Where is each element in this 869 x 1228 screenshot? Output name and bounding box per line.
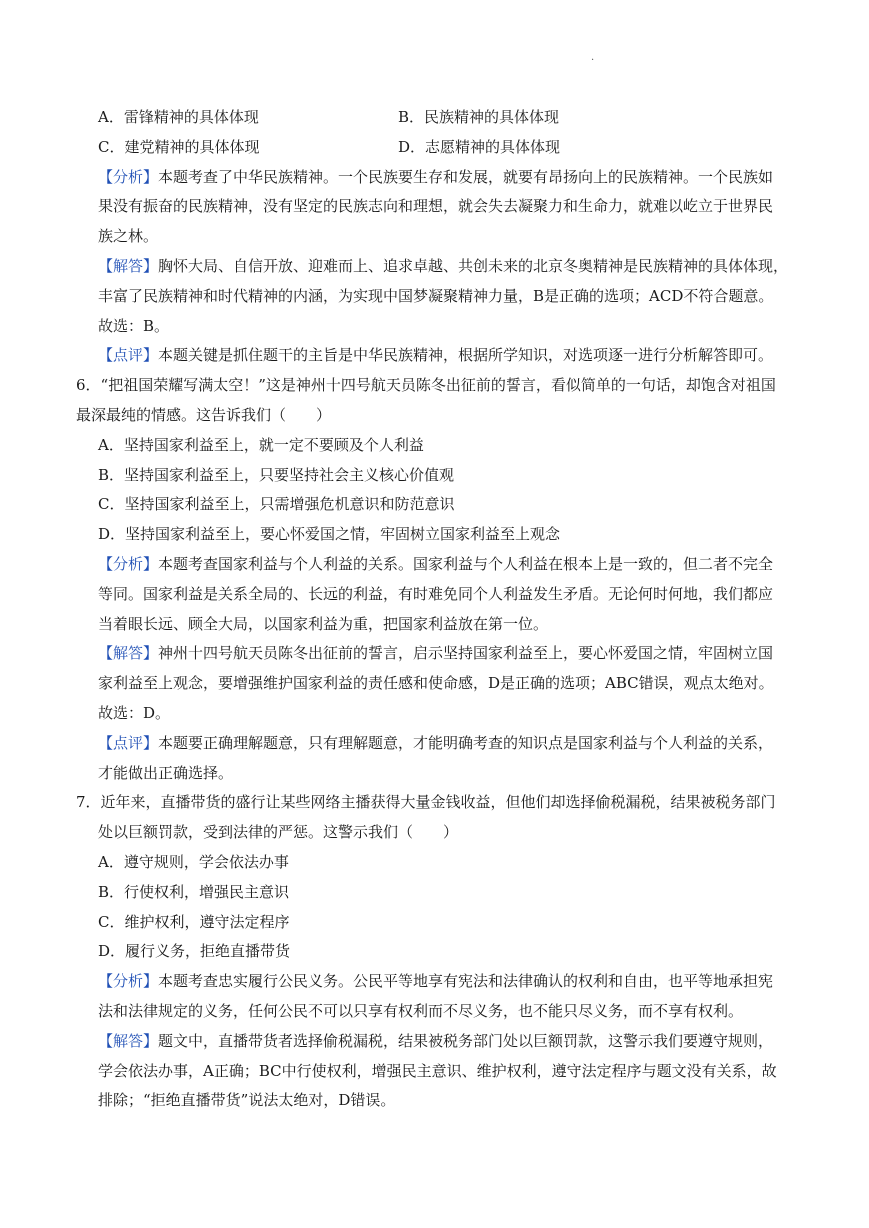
- q5-option-c: C．建党精神的具体体现: [98, 137, 260, 156]
- q7-option-a: A．遵守规则，学会依法办事: [98, 852, 289, 871]
- q6-stem: 6．“把祖国荣耀写满太空！”这是神州十四号航天员陈冬出征前的誓言，看似简单的一句话，却饱含对祖国: [76, 376, 776, 395]
- q7-answer-line: 学会依法办事，A正确；BC中行使权利，增强民主意识、维护权利，遵守法定程序与题文没有关系，故: [98, 1061, 777, 1080]
- q6-analysis-line: 当着眼长远、顾全大局，以国家利益为重，把国家利益放在第一位。: [98, 614, 549, 633]
- comment-text: 本题关键是抓住题干的主旨是中华民族精神，根据所学知识，对选项逐一进行分析解答即可。: [158, 346, 774, 365]
- q5-option-row: [98, 103, 788, 133]
- answer-text: 神州十四号航天员陈冬出征前的誓言，启示坚持国家利益至上，要心怀爱国之情，牢固树立国: [158, 644, 774, 663]
- q7-answer-line: [98, 1027, 788, 1057]
- q6-comment-line: [98, 729, 788, 759]
- header-dot: .: [591, 52, 595, 63]
- analysis-text: 本题考查国家利益与个人利益的关系。国家利益与个人利益在根本上是一致的，但二者不完全: [158, 554, 774, 573]
- q5-option-a: A．雷锋精神的具体体现: [98, 108, 259, 126]
- answer-tag: 【解答】: [98, 256, 159, 275]
- analysis-tag: 【分析】: [98, 972, 159, 991]
- answer-tag: 【解答】: [98, 1031, 159, 1050]
- q6-stem-cont: 最深最纯的情感。这告诉我们（ ）: [76, 405, 332, 424]
- q7-option-c: C．维护权利，遵守法定程序: [98, 912, 290, 931]
- q6-analysis-line: 等同。国家利益是关系全局的、长远的利益，有时难免同个人利益发生矛盾。无论何时何地，我们都应: [98, 584, 774, 603]
- q5-comment-line: [98, 341, 788, 371]
- q7-stem-line: 处以巨额罚款，受到法律的严惩。这警示我们（ ）: [98, 823, 459, 842]
- q6-stem-line: [76, 371, 788, 401]
- q5-analysis-line: 果没有振奋的民族精神，没有坚定的民族志向和理想，就会失去凝聚力和生命力，就难以屹立于世界民: [98, 197, 774, 216]
- q7-option-d: D．履行义务，拒绝直播带货: [98, 942, 291, 961]
- q6-option-d: D．坚持国家利益至上，要心怀爱国之情，牢固树立国家利益至上观念: [98, 525, 561, 544]
- comment-tag: 【点评】: [98, 733, 159, 752]
- q5-option-b: B．民族精神的具体体现: [398, 108, 560, 126]
- q6-answer-line: 故选：D。: [98, 703, 171, 722]
- analysis-text: 本题考查忠实履行公民义务。公民平等地享有宪法和法律确认的权利和自由，也平等地承担宪: [158, 972, 774, 991]
- q6-analysis-line: [98, 550, 788, 580]
- q5-analysis-line: 族之林。: [98, 227, 159, 246]
- analysis-tag: 【分析】: [98, 554, 159, 573]
- q7-analysis-line: [98, 967, 788, 997]
- q5-option-row: [98, 133, 788, 163]
- q7-stem-line: [76, 788, 788, 818]
- q6-answer-line: [98, 639, 788, 669]
- q5-analysis-line: [98, 163, 788, 193]
- q5-option-d: D．志愿精神的具体体现: [398, 137, 561, 156]
- q6-option-a: A．坚持国家利益至上，就一定不要顾及个人利益: [98, 435, 424, 454]
- q6-comment-line: 才能做出正确选择。: [98, 763, 234, 782]
- q6-option-b: B．坚持国家利益至上，只要坚持社会主义核心价值观: [98, 465, 455, 484]
- q6-stem-line: [76, 401, 788, 431]
- q6-answer-line: 家利益至上观念，要增强维护国家利益的责任感和使命感，D是正确的选项；ABC错误，观点太绝对。: [98, 674, 774, 693]
- q5-answer-line: 故选：B。: [98, 316, 170, 335]
- q7-analysis-line: 法和法律规定的义务，任何公民不可以只享有权利而不尽义务，也不能只尽义务，而不享有权利。: [98, 1001, 744, 1020]
- answer-tag: 【解答】: [98, 644, 159, 663]
- answer-text: 胸怀大局、自信开放、迎难而上、追求卓越、共创未来的北京冬奥精神是民族精神的具体体现，: [158, 256, 789, 275]
- comment-tag: 【点评】: [98, 346, 159, 365]
- analysis-tag: 【分析】: [98, 167, 159, 186]
- comment-text: 本题要正确理解题意，只有理解题意，才能明确考查的知识点是国家利益与个人利益的关系，: [158, 733, 774, 752]
- q5-answer-line: 丰富了民族精神和时代精神的内涵，为实现中国梦凝聚精神力量，B是正确的选项；ACD不符合题意。: [98, 286, 774, 305]
- q5-answer-line: [98, 252, 788, 282]
- q7-option-b: B．行使权利，增强民主意识: [98, 882, 290, 901]
- answer-text: 题文中，直播带货者选择偷税漏税，结果被税务部门处以巨额罚款，这警示我们要遵守规则，: [158, 1031, 774, 1050]
- q6-option-c: C．坚持国家利益至上，只需增强危机意识和防范意识: [98, 495, 455, 514]
- analysis-text: 本题考查了中华民族精神。一个民族要生存和发展，就要有昂扬向上的民族精神。一个民族如: [158, 167, 774, 186]
- q7-stem: 7．近年来，直播带货的盛行让某些网络主播获得大量金钱收益，但他们却选择偷税漏税，结果被税务部门: [76, 793, 776, 812]
- q7-answer-line: 排除；“拒绝直播带货”说法太绝对，D错误。: [98, 1091, 396, 1110]
- document-body: [76, 103, 789, 1116]
